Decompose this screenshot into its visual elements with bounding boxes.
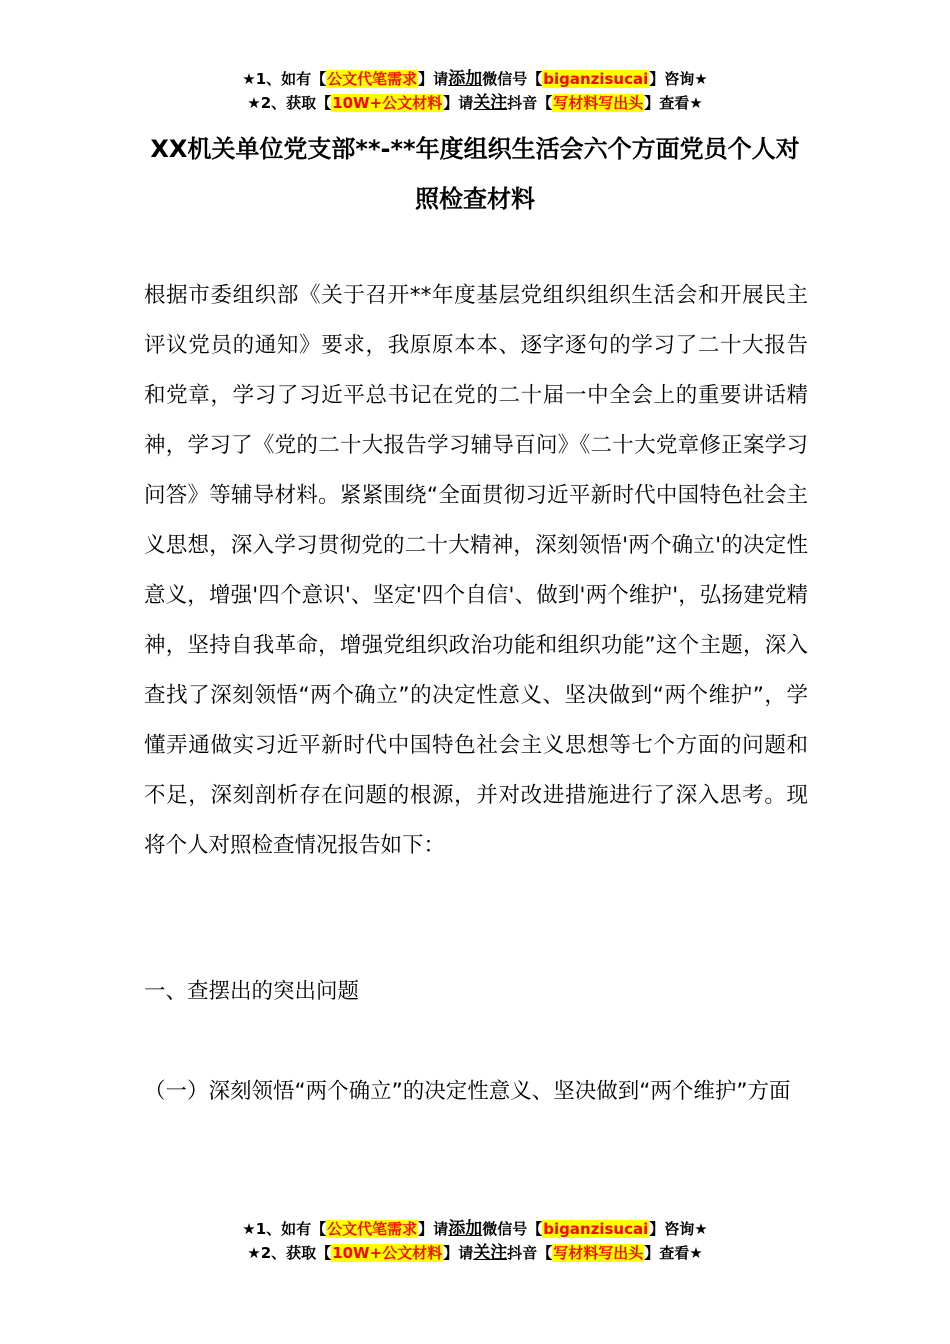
promo-line-1 [0,67,950,91]
intro-paragraph: 根据市委组织部《关于召开**年度基层党组织组织生活会和开展民主评议党员的通知》要求，我原原本本、逐字逐句的学习了二十大报告和党章，学习了习近平总书记在党的二十届一中全会上的重要讲话精神，学习了《党的二十大报告学习辅导百问》《二十大党章修正案学习问答》等辅导材料。紧紧围绕“全面贯彻习近平新时代中国特色社会主义思想，深入学习贯彻党的二十大精神，深刻领悟'两个确立'的决定性意义，增强'四个意识'、坚定'四个自信'、做到'两个维护'，弘扬建党精神，坚持自我革命，增强党组织政治功能和组织功能”这个主题，深入查找了深刻领悟“两个确立”的决定性意义、坚决做到“两个维护”，学懂弄通做实习近平新时代中国特色社会主义思想等七个方面的问题和不足，深刻剖析存在问题的根源，并对改进措施进行了深入思考。现将个人对照检查情况报告如下： [144,283,808,858]
highlight-wechat-id: biganzisucai [543,70,649,88]
emphasis-add: 添加 [448,1219,483,1239]
promo-text: 】查看★ [644,1244,703,1262]
promo-text: 抖音【 [507,94,553,112]
highlight-douyin-account: 写材料写出头 [553,94,644,112]
promo-text: 微信号【 [482,70,543,88]
promo-text: 】请 [443,94,474,112]
promo-text: ★1、如有【 [242,70,327,88]
emphasis-add: 添加 [448,69,483,89]
promo-line-2 [0,91,950,115]
emphasis-follow: 关注 [473,1243,508,1263]
section-heading: 一、查摆出的突出问题 [144,979,360,1004]
promo-text: ★2、获取【 [247,1244,332,1262]
promo-text: ★1、如有【 [242,1220,327,1238]
promo-banner-top [0,67,950,115]
highlight-service: 公文代笔需求 [327,70,418,88]
promo-text: 】请 [418,1220,449,1238]
highlight-materials: 10W+公文材料 [332,94,443,112]
promo-text: 】请 [418,70,449,88]
highlight-wechat-id: biganzisucai [543,1220,649,1238]
highlight-materials: 10W+公文材料 [332,1244,443,1262]
highlight-douyin-account: 写材料写出头 [553,1244,644,1262]
promo-banner-bottom [0,1217,950,1265]
promo-text: 抖音【 [507,1244,553,1262]
highlight-service: 公文代笔需求 [327,1220,418,1238]
promo-text: 】请 [443,1244,474,1262]
promo-text: 】查看★ [644,94,703,112]
promo-text: 】咨询★ [649,70,708,88]
promo-line-2 [0,1241,950,1265]
document-title: XX机关单位党支部**-**年度组织生活会六个方面党员个人对照检查材料 [150,135,800,213]
emphasis-follow: 关注 [473,93,508,113]
promo-text: 微信号【 [482,1220,543,1238]
promo-text: ★2、获取【 [247,94,332,112]
promo-line-1 [0,1217,950,1241]
promo-text: 】咨询★ [649,1220,708,1238]
subsection-heading: （一）深刻领悟“两个确立”的决定性意义、坚决做到“两个维护”方面 [144,1079,791,1104]
